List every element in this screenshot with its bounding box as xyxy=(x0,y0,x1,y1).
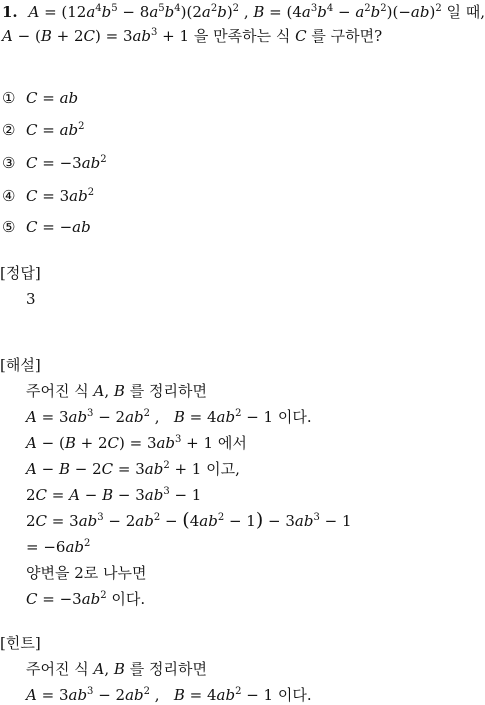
explanation-line-5: $2C = A - B - 3ab^3 - 1$ xyxy=(26,486,202,504)
question-expr-a: $A = (12a^4b^5 - 8a^5b^4)(2a^2b)^2$ , $B = (4a^3b^4 - a^2b^2)(-ab)^2$ xyxy=(28,3,442,21)
option-number: ③ xyxy=(2,154,16,172)
explanation-line-1: 주어진 식 A, B 를 정리하면 xyxy=(26,382,207,400)
question-ending-2: 을 만족하는 식 xyxy=(193,27,291,45)
option-3[interactable]: ③ $C = -3ab^2$ xyxy=(2,154,107,172)
answer-label: [정답] xyxy=(0,264,41,282)
option-number: ⑤ xyxy=(2,218,16,236)
explanation-line-3: $A - (B + 2C) = 3ab^3 + 1$ 에서 xyxy=(26,434,247,452)
question-line-1 xyxy=(2,2,485,22)
explanation-line-9: $C = -3ab^2$ 이다. xyxy=(26,590,146,608)
hint-line-2: $A = 3ab^3 - 2ab^2$ , $B = 4ab^2 - 1$ 이다. xyxy=(26,686,312,704)
question-condition: $A - (B + 2C) = 3ab^3 + 1$ xyxy=(2,27,190,45)
hint-line-1: 주어진 식 A, B 를 정리하면 xyxy=(26,660,207,678)
explanation-line-2: $A = 3ab^3 - 2ab^2$ , $B = 4ab^2 - 1$ 이다. xyxy=(26,408,312,426)
explanation-label: [해설] xyxy=(0,356,41,374)
question-ending-1: 일 때, xyxy=(446,3,485,21)
hint-label: [힌트] xyxy=(0,634,41,652)
question-line-2: $A - (B + 2C) = 3ab^3 + 1$ 을 만족하는 식 C 를 구하면? xyxy=(2,27,383,45)
explanation-line-7: = $-6ab^2$ xyxy=(26,538,91,556)
explanation-line-4: $A - B - 2C = 3ab^2 + 1$ 이고, xyxy=(26,460,240,478)
answer-value: 3 xyxy=(26,290,36,308)
option-2[interactable]: ② $C = ab^2$ xyxy=(2,121,85,139)
option-number: ① xyxy=(2,89,16,107)
option-1[interactable]: ① C = ab xyxy=(2,89,79,107)
question-ending-3: 를 구하면? xyxy=(311,27,383,45)
question-number: 1. xyxy=(2,3,18,21)
option-number: ② xyxy=(2,121,16,139)
explanation-line-6: $2C = 3ab^3 - 2ab^2 - (4ab^2 - 1) - 3ab^3 - 1$ xyxy=(26,509,352,531)
option-number: ④ xyxy=(2,187,16,205)
option-4[interactable]: ④ $C = 3ab^2$ xyxy=(2,187,95,205)
explanation-line-8: 양변을 2로 나누면 xyxy=(26,564,147,582)
option-5[interactable]: ⑤ C = −ab xyxy=(2,218,91,236)
